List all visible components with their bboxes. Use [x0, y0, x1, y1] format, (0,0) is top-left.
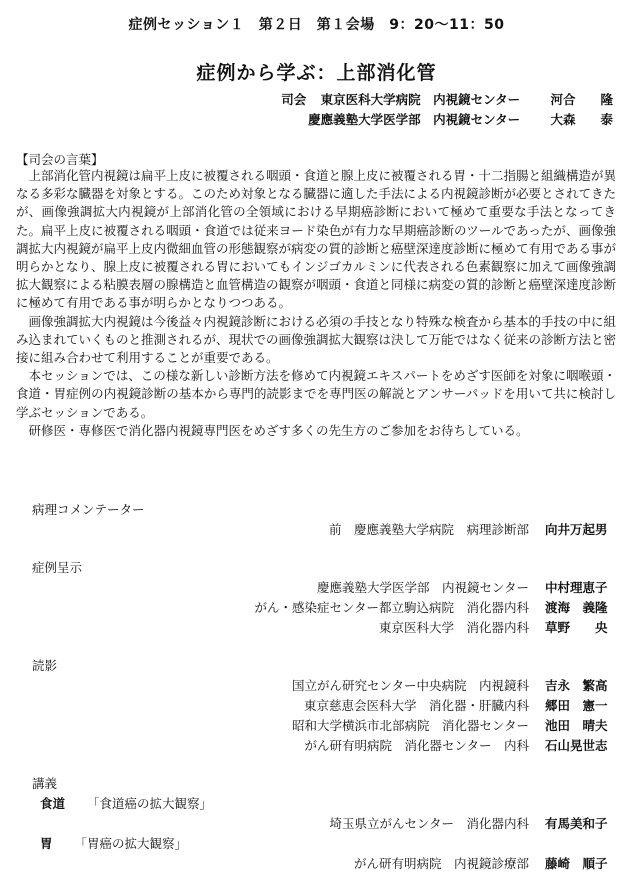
lectures-label: 講義: [32, 776, 58, 791]
person-affiliation: がん・感染症センター都立駒込病院 消化器内科: [254, 600, 530, 615]
person-affiliation: 昭和大学横浜市北部病院 消化器センター: [292, 718, 530, 733]
person-name: 渡海 義隆: [545, 600, 608, 615]
person-name: 中村理恵子: [545, 580, 608, 595]
reader-row: [305, 736, 616, 754]
reading-label: 読影: [32, 658, 58, 673]
lecture-heading: [40, 794, 212, 812]
reader-row: [304, 696, 615, 714]
chair-words-paragraph: 研修医・専修医で消化器内視鏡専門医をめざす多くの先生方のご参加をお待ちしている。: [28, 422, 529, 438]
lecturer-row: [354, 854, 615, 872]
session-title: 症例から学ぶ：上部消化管: [196, 62, 437, 84]
person-affiliation: 国立がん研究センター中央病院 内視鏡科: [292, 678, 530, 693]
chair-words-paragraph: 画像強調拡大内視鏡は今後益々内視鏡診断における必須の手技となり特殊な検査から基本的手技の中に組み込まれていくものと推測されるが、現状での画像強調拡大観察は決して万能ではなく従来の診断方法と密接に組み合わせて利用することが重要である。: [16, 313, 617, 366]
chair-row: [308, 110, 613, 128]
person-name: 石山晃世志: [545, 738, 608, 753]
chair-role: 司会: [281, 92, 307, 107]
person-name: 吉永 繁高: [545, 678, 608, 693]
person-name: 有馬美和子: [545, 816, 608, 831]
reader-row: [292, 676, 615, 694]
lecture-heading: [40, 834, 187, 852]
person-affiliation: がん研有明病院 内視鏡診療部: [354, 856, 530, 871]
session-header: 症例セッション１ 第２日 第１会場 9：20〜11：50: [128, 17, 505, 33]
chair-name: 河合 隆: [550, 92, 613, 107]
person-affiliation: 慶應義塾大学医学部 内視鏡センター: [317, 580, 530, 595]
lecturer-row: [330, 814, 616, 832]
person-affiliation: 埼玉県立がんセンター 消化器内科: [329, 816, 530, 831]
reader-row: [292, 716, 615, 734]
person-affiliation: 東京慈恵会医科大学 消化器・肝臓内科: [304, 698, 530, 713]
chair-row: [281, 90, 613, 108]
chair-name: 大森 泰: [550, 112, 613, 127]
commentator-label: 病理コメンテーター: [32, 502, 145, 517]
chair-words-paragraph: 上部消化管内視鏡は扁平上皮に被覆される咽頭・食道と腺上皮に被覆される胃・十二指腸と組織構造が異なる多彩な臓器を対象とする。このため対象となる臓器に適した手法による内視鏡診断が必要とされてきたが、画像強調拡大内視鏡が上部消化管の全領域における早期癌診断において極めて重要な手法となってきた。扁平上皮に被覆される咽頭・食道では従来ヨード染色が有力な早期癌診断のツールであったが、画像強調拡大内視鏡が扁平上皮内微細血管の形態観察が病変の質的診断と癌壁深達度診断に極めて有用である事が明らかとなり、腺上皮に被覆される胃においてもインジゴカルミンに代表される色素観察に加えて画像強調拡大観察による粘膜表層の腺構造と血管構造の観察が咽頭・食道と同様に病変の質的診断と癌壁深達度診断に極めて有用である事が明らかとなりつつある。: [16, 168, 617, 311]
chair-affiliation: 慶應義塾大学医学部 内視鏡センター: [308, 112, 521, 127]
commentator-row: [329, 520, 615, 538]
lecture-topic: 食道: [40, 796, 66, 811]
lecture-topic: 胃: [40, 836, 53, 851]
presenter-row: [255, 598, 616, 616]
person-name: 草野 央: [545, 620, 608, 635]
chair-words-body: [16, 167, 616, 440]
lecture-title: 「胃癌の拡大観察」: [74, 836, 188, 851]
chair-words-paragraph: 本セッションでは、この様な新しい診断方法を修めて内視鏡エキスパートをめざす医師を対象に咽喉頭・食道・胃症例の内視鏡診断の基本から専門的読影までを専門医の解説とアンサーパッドを用いて共に検討し学ぶセッションである。: [16, 368, 616, 420]
presentation-label: 症例呈示: [32, 560, 83, 575]
person-affiliation: 前 慶應義塾大学病院 病理診断部: [329, 522, 530, 537]
person-affiliation: 東京医科大学 消化器内科: [379, 620, 530, 635]
presenter-row: [379, 618, 615, 636]
presenter-row: [317, 578, 615, 596]
person-name: 池田 晴夫: [545, 718, 608, 733]
person-name: 郷田 憲一: [545, 698, 608, 713]
chair-words-label: 【司会の言葉】: [16, 152, 104, 167]
lecture-title: 「食道癌の拡大観察」: [87, 796, 213, 811]
person-name: 向井万起男: [545, 522, 608, 537]
person-affiliation: がん研有明病院 消化器センター 内科: [304, 738, 530, 753]
chair-affiliation: 東京医科大学病院 内視鏡センター: [320, 92, 521, 107]
person-name: 藤崎 順子: [545, 856, 608, 871]
